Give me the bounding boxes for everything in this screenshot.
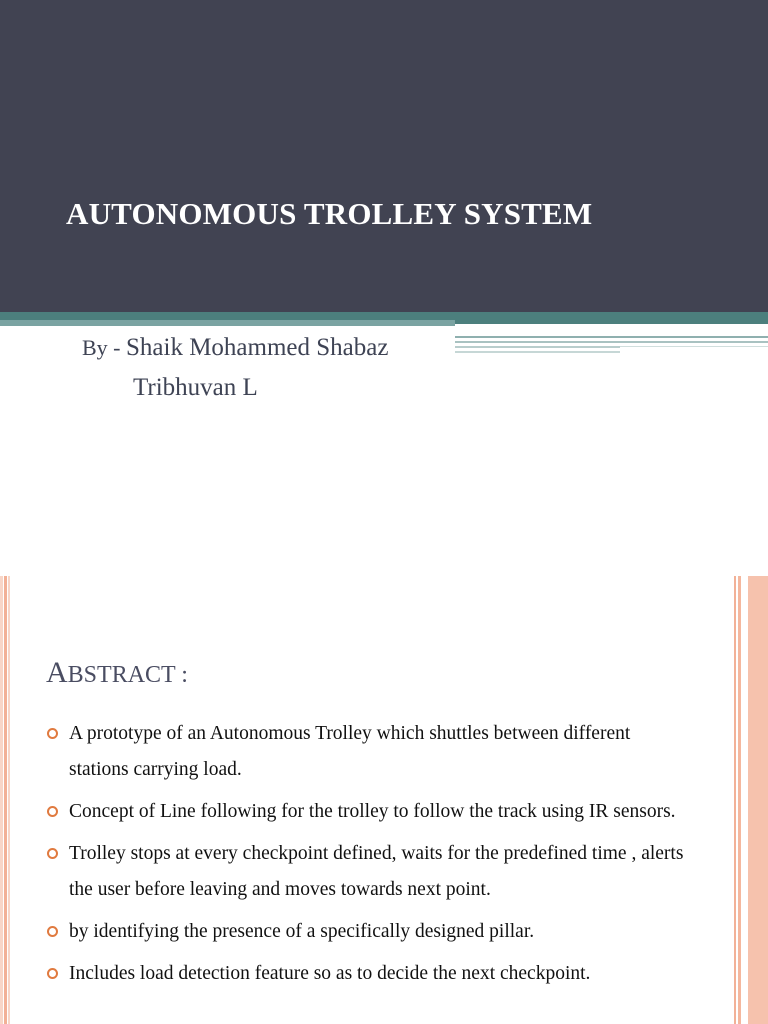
right-stripe <box>734 576 736 1024</box>
author-name-2: Tribhuvan L <box>133 374 258 401</box>
bullet-text: Includes load detection feature so as to decide the next checkpoint. <box>69 963 591 984</box>
left-stripe <box>8 576 10 1024</box>
bullet-circle-icon <box>47 926 58 937</box>
list-item <box>46 956 686 992</box>
abstract-slide <box>0 576 768 1024</box>
bullet-text: A prototype of an Autonomous Trolley which shuttles between different stations carrying load. <box>69 723 631 780</box>
decorative-line <box>455 336 768 338</box>
list-item <box>46 794 686 830</box>
bullet-circle-icon <box>47 728 58 739</box>
bullet-text: Concept of Line following for the trolley to follow the track using IR sensors. <box>69 801 676 822</box>
decorative-line <box>455 341 768 343</box>
abstract-bullet-list <box>46 716 686 998</box>
heading-cap: A <box>46 656 68 689</box>
decorative-line <box>455 351 620 353</box>
author-line <box>82 334 388 362</box>
section-heading <box>46 656 188 690</box>
bullet-circle-icon <box>47 968 58 979</box>
list-item <box>46 716 686 788</box>
bullet-circle-icon <box>47 848 58 859</box>
left-stripe <box>4 576 7 1024</box>
bullet-text: by identifying the presence of a specifically designed pillar. <box>69 921 535 942</box>
heading-rest: BSTRACT : <box>67 662 188 688</box>
teal-divider-bar-light <box>0 320 455 326</box>
slide-title: AUTONOMOUS TROLLEY SYSTEM <box>66 196 593 231</box>
left-stripe <box>0 576 3 1024</box>
right-stripe <box>748 576 768 1024</box>
title-band <box>0 0 768 312</box>
decorative-line <box>455 331 712 333</box>
bullet-text: Trolley stops at every checkpoint defined, waits for the predefined time , alerts the user before leaving and moves towards next point. <box>69 843 684 900</box>
bullet-circle-icon <box>47 806 58 817</box>
decorative-line <box>455 346 620 348</box>
decorative-line <box>620 346 768 347</box>
right-stripe <box>738 576 741 1024</box>
list-item <box>46 836 686 908</box>
author-name-1: Shaik Mohammed Shabaz <box>126 334 389 361</box>
by-prefix: By - <box>82 335 126 360</box>
list-item <box>46 914 686 950</box>
